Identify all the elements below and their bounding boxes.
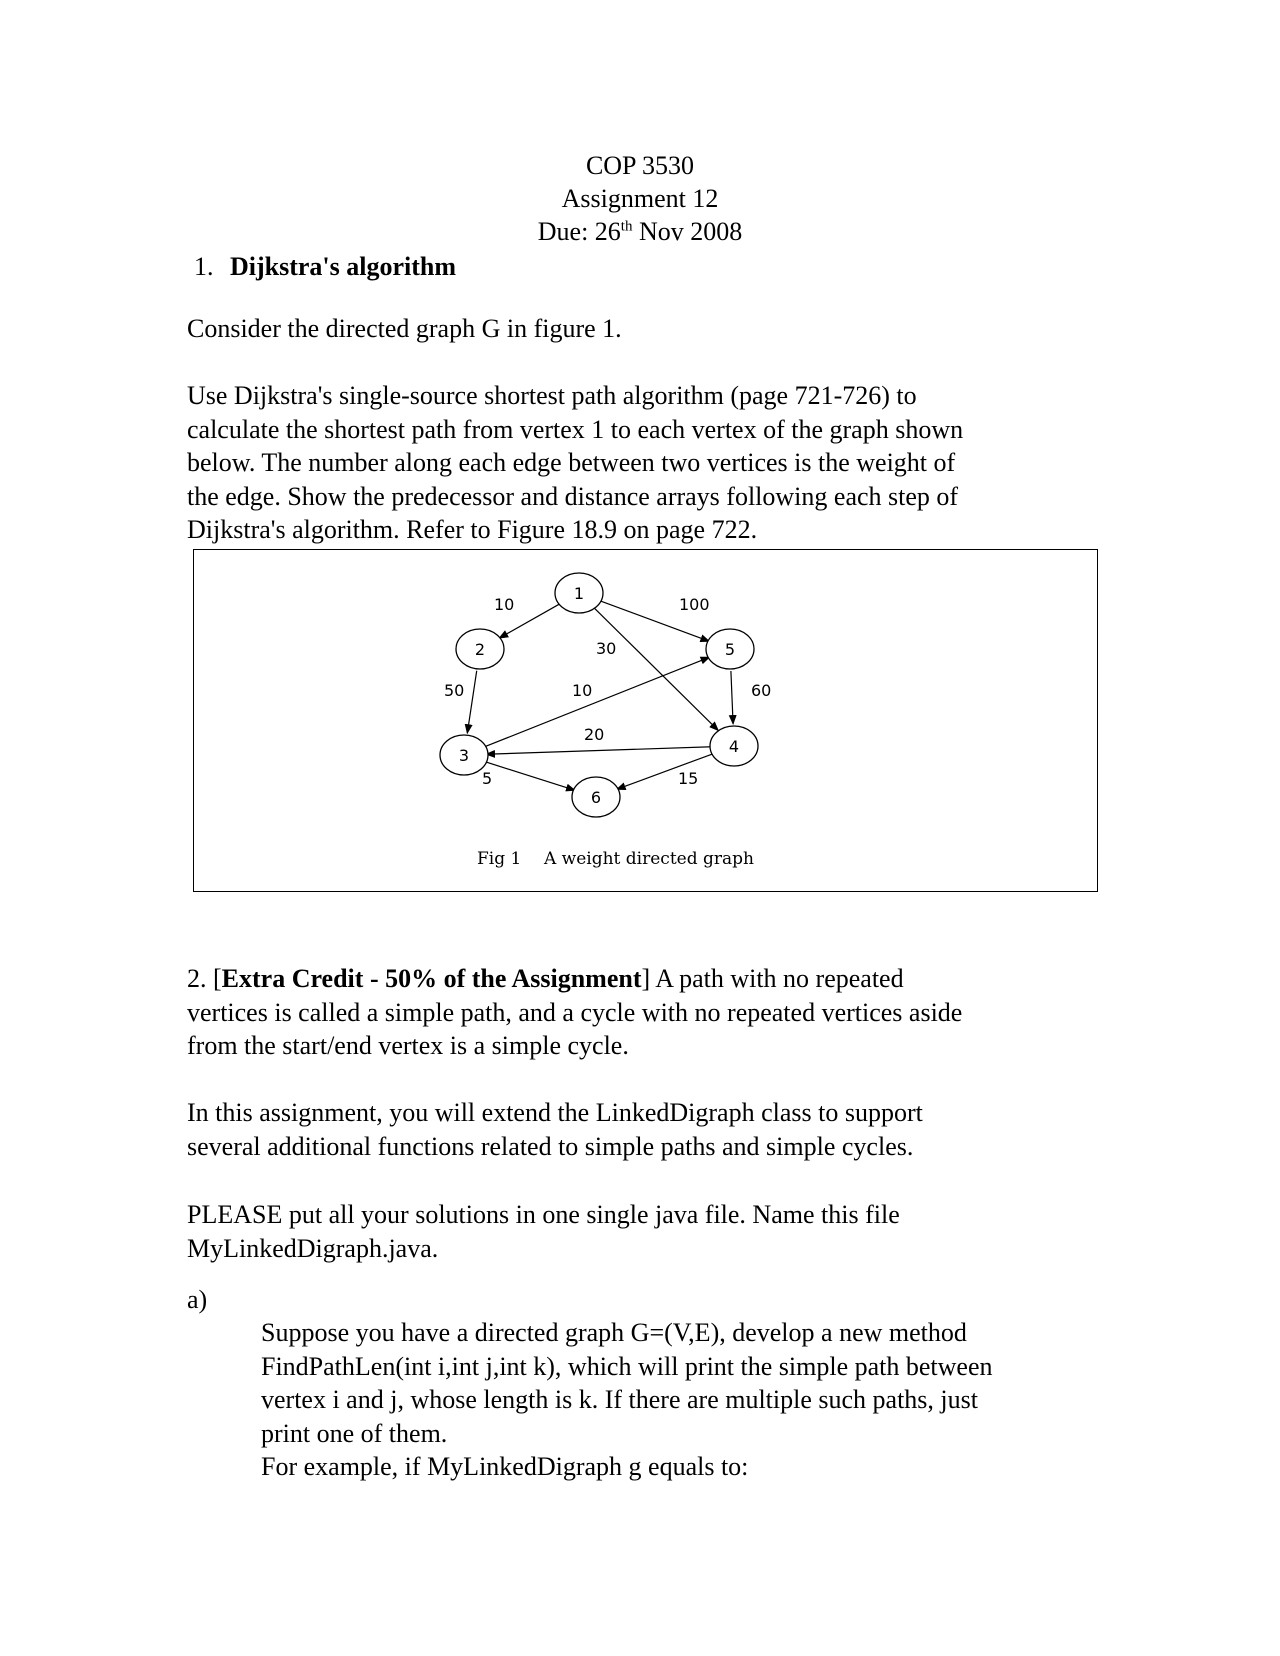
q2-line: In this assignment, you will extend the LinkedDigraph class to support	[187, 1098, 923, 1127]
edge-weight-label: 60	[751, 681, 772, 700]
q2-line1-rest: ] A path with no repeated	[641, 964, 904, 993]
q2-line: PLEASE put all your solutions in one single java file. Name this file	[187, 1200, 900, 1229]
q1-heading	[194, 250, 456, 283]
q2-line: several additional functions related to simple paths and simple cycles.	[187, 1131, 914, 1161]
due-sup: th	[620, 218, 633, 235]
graph-node-label: 4	[728, 737, 740, 756]
q1-line: calculate the shortest path from vertex 1 to each vertex of the graph shown	[187, 414, 964, 444]
edge-3-6	[485, 762, 575, 791]
part-a-label: a)	[187, 1285, 208, 1314]
edge-4-3	[486, 747, 712, 755]
part-a-line: vertex i and j, whose length is k. If there are multiple such paths, just	[261, 1385, 978, 1414]
q2-file-paragraph	[187, 1198, 1067, 1265]
q1-line: the edge. Show the predecessor and distance arrays following each step of	[187, 481, 959, 511]
edge-weight-label: 50	[444, 681, 465, 700]
q1-line: Use Dijkstra's single-source shortest path algorithm (page 721-726) to	[187, 381, 917, 410]
part-a-line: Suppose you have a directed graph G=(V,E), develop a new method	[261, 1318, 967, 1347]
q1-title: Dijkstra's algorithm	[230, 252, 457, 281]
graph-node-label: 1	[573, 584, 585, 603]
edge-4-6	[617, 754, 714, 790]
edge-weight-label: 10	[572, 681, 593, 700]
graph-node-label: 3	[458, 746, 470, 765]
q2-line: MyLinkedDigraph.java.	[187, 1233, 439, 1263]
q1-line: Dijkstra's algorithm. Refer to Figure 18.9 on page 722.	[187, 515, 758, 544]
figure-caption-label: Fig 1	[477, 849, 522, 869]
q2-extend-paragraph	[187, 1096, 1067, 1163]
edge-weight-label: 100	[679, 595, 710, 614]
q2-extra-credit: Extra Credit - 50% of the Assignment	[221, 964, 642, 993]
q1-intro: Consider the directed graph G in figure 1.	[187, 314, 622, 343]
graph-node-label: 5	[724, 640, 736, 659]
graph-node-label: 2	[474, 640, 486, 659]
due-prefix: Due: 26	[537, 217, 621, 246]
edge-5-4	[731, 671, 733, 724]
figure-caption-text: A weight directed graph	[544, 849, 754, 869]
q2-line	[187, 962, 1067, 996]
edge-1-4	[595, 608, 719, 730]
graph-node-label: 6	[590, 788, 602, 807]
due-date	[0, 215, 1280, 248]
due-suffix: Nov 2008	[632, 217, 743, 246]
figure-box	[193, 549, 1098, 892]
edge-weight-label: 20	[584, 725, 605, 744]
part-a-line: FindPathLen(int i,int j,int k), which will print the simple path between	[261, 1351, 993, 1381]
q2-line: vertices is called a simple path, and a cycle with no repeated vertices aside	[187, 997, 963, 1027]
edge-weight-label: 10	[494, 595, 515, 614]
q2-prefix: 2. [	[187, 964, 222, 993]
q1-number: 1.	[194, 252, 214, 281]
assignment-title: Assignment 12	[561, 184, 719, 213]
q2-line: from the start/end vertex is a simple cycle.	[187, 1031, 629, 1060]
edge-weight-label: 5	[482, 769, 493, 788]
q2-paragraph	[187, 962, 1067, 1063]
q1-line: below. The number along each edge between two vertices is the weight of	[187, 448, 956, 477]
part-a-line: print one of them.	[261, 1418, 448, 1448]
part-a-line: For example, if MyLinkedDigraph g equals to:	[261, 1452, 749, 1481]
part-a-text	[261, 1316, 1091, 1484]
edge-2-3	[467, 671, 476, 733]
q1-instructions	[187, 379, 1067, 547]
course-code: COP 3530	[585, 151, 695, 180]
graph-figure	[194, 550, 1099, 893]
edge-weight-label: 30	[596, 639, 617, 658]
graph-edges	[467, 601, 736, 791]
edge-weight-label: 15	[678, 769, 699, 788]
